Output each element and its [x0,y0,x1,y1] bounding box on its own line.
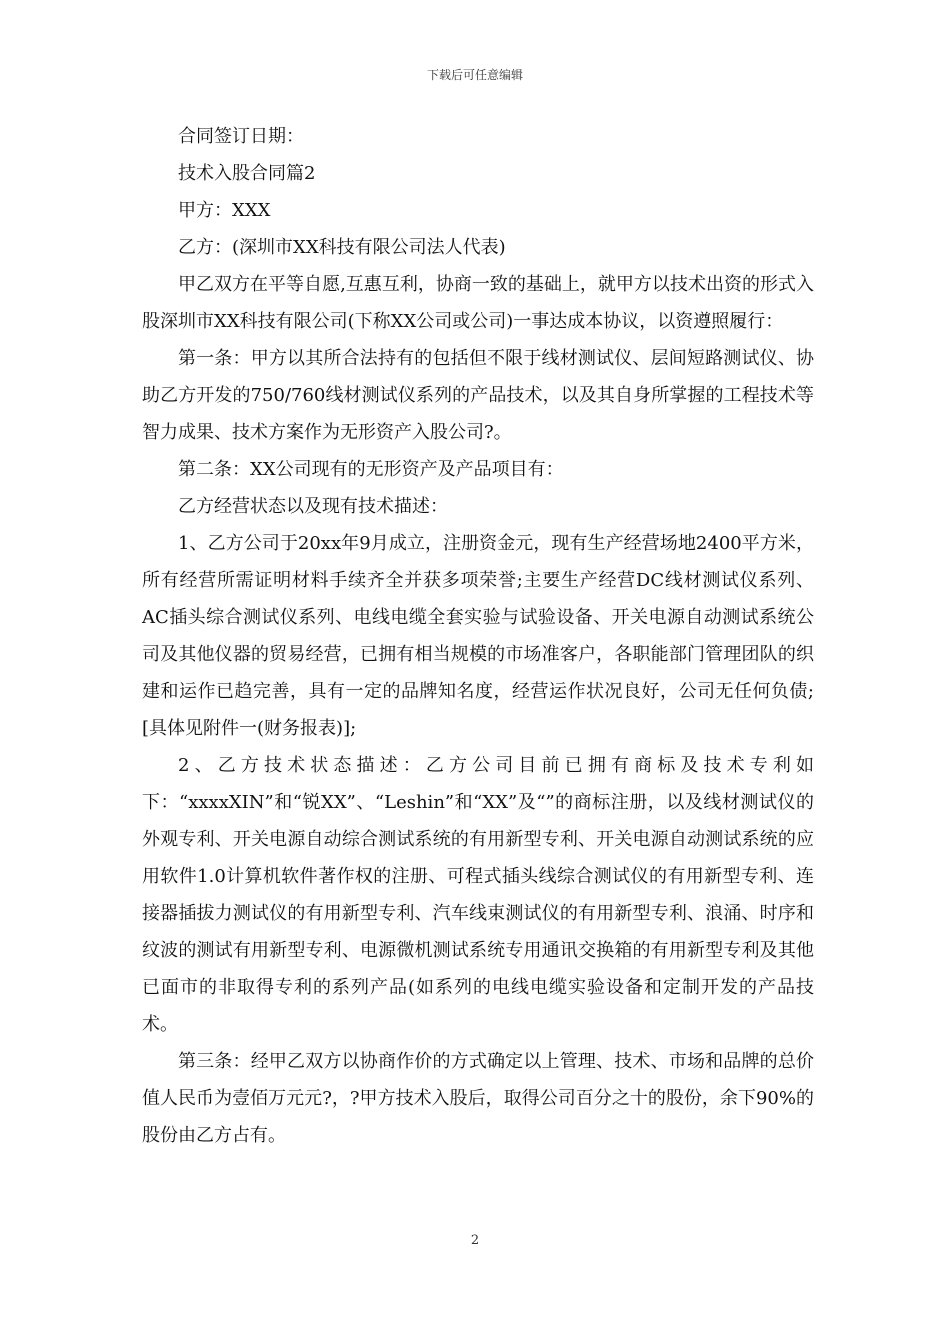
item-2-paragraph: 2、乙方技术状态描述：乙方公司目前已拥有商标及技术专利如下：“xxxxXIN”和“锐XX”、“Leshin”和“XX”及“”的商标注册，以及线材测试仪的外观专利、开关电源自动综合测试系统的有用新型专利、开关电源自动测试系统的应用软件1.0计算机软件著作权的注册、可程式插头线综合测试仪的有用新型专利、连接器插拔力测试仪的有用新型专利、汽车线束测试仪的有用新型专利、浪涌、时序和纹波的测试有用新型专利、电源微机测试系统专用通讯交换箱的有用新型专利及其他已面市的非取得专利的系列产品(如系列的电线电缆实验设备和定制开发的产品技术。 [142,755,814,1035]
article-3-paragraph: 第三条：经甲乙双方以协商作价的方式确定以上管理、技术、市场和品牌的总价值人民币为壹佰万元元?，?甲方技术入股后，取得公司百分之十的股份，余下90%的股份由乙方占有。 [142,1051,814,1146]
item-1-paragraph: 1、乙方公司于20xx年9月成立，注册资金元，现有生产经营场地2400平方米，所有经营所需证明材料手续齐全并获多项荣誉;主要生产经营DC线材测试仪系列、AC插头综合测试仪系列、电线电缆全套实验与试验设备、开关电源自动测试系统公司及其他仪器的贸易经营，已拥有相当规模的市场准客户，各职能部门管理团队的织建和运作已趋完善，具有一定的品牌知名度，经营运作状况良好，公司无任何负债;[具体见附件一(财务报表)]; [142,533,814,739]
article-2-paragraph: 第二条：XX公司现有的无形资产及产品项目有： [178,459,564,480]
contract-date-line: 合同签订日期： [178,126,304,147]
page-number: 2 [470,1233,480,1248]
article-1-paragraph: 第一条：甲方以其所合法持有的包括但不限于线材测试仪、层间短路测试仪、协助乙方开发的750/760线材测试仪系列的产品技术，以及其自身所掌握的工程技术等智力成果、技术方案作为无形资产入股公司?。 [142,348,814,443]
contract-title: 技术入股合同篇2 [178,163,316,184]
party-b-line: 乙方：(深圳市XX科技有限公司法人代表) [178,237,506,258]
party-a-line: 甲方：XXX [178,200,271,221]
page-header: 下载后可任意编辑 [426,68,523,82]
document-body [142,118,814,1154]
preamble-paragraph: 甲乙双方在平等自愿,互惠互利，协商一致的基础上，就甲方以技术出资的形式入股深圳市XX科技有限公司(下称XX公司或公司)一事达成本协议，以资遵照履行： [142,274,814,332]
party-b-status-heading: 乙方经营状态以及现有技术描述： [178,496,448,517]
